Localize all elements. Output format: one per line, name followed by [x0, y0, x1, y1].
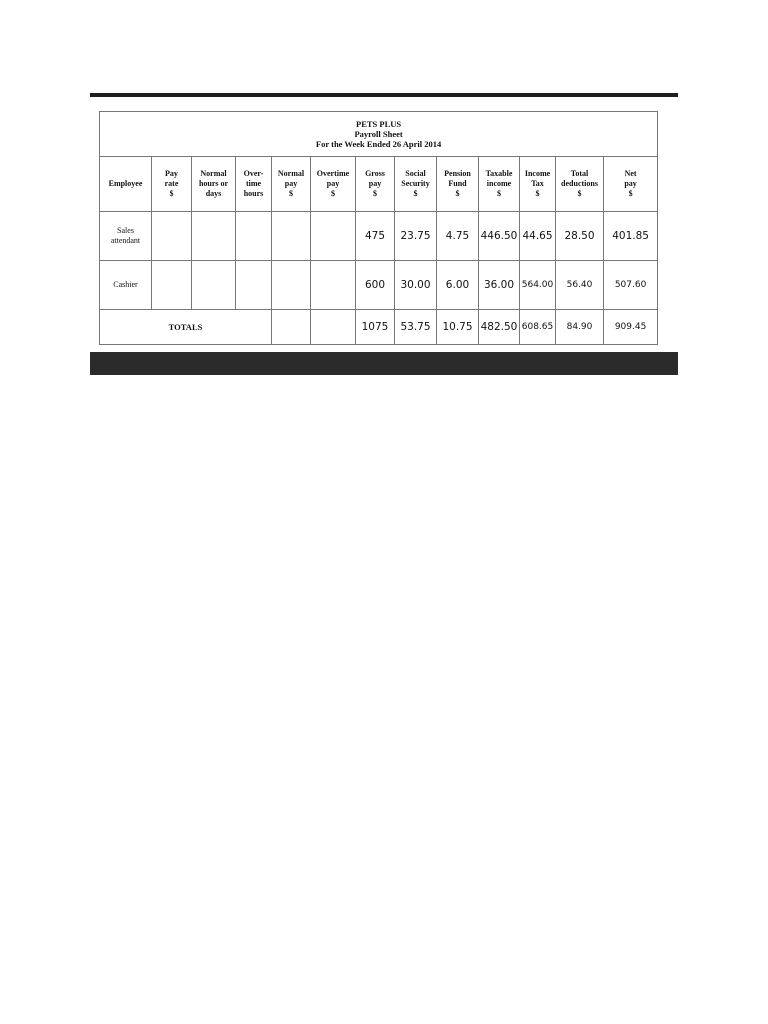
header-overtime-hours: Over- time hours [236, 157, 272, 212]
social-security-cell: 23.75 [395, 212, 437, 261]
header-normal-pay: Normal pay $ [272, 157, 311, 212]
header-net-pay: Net pay $ [604, 157, 658, 212]
income-tax-total: 608.65 [520, 310, 556, 345]
social-security-total: 53.75 [395, 310, 437, 345]
header-social-security: Social Security $ [395, 157, 437, 212]
employee-name: Sales attendant [100, 212, 152, 261]
totals-row [100, 310, 658, 345]
table-row [100, 212, 658, 261]
overtime-pay-cell [311, 212, 356, 261]
pension-fund-total: 10.75 [437, 310, 479, 345]
table-row [100, 261, 658, 310]
income-tax-cell: 44.65 [520, 212, 556, 261]
pay-rate-cell [152, 261, 192, 310]
taxable-income-total: 482.50 [479, 310, 520, 345]
normal-hours-cell [192, 212, 236, 261]
taxable-income-cell: 446.50 [479, 212, 520, 261]
header-employee: Employee [100, 157, 152, 212]
pension-fund-cell: 4.75 [437, 212, 479, 261]
header-pay-rate: Pay rate $ [152, 157, 192, 212]
total-deductions-cell: 28.50 [556, 212, 604, 261]
header-taxable-income: Taxable income $ [479, 157, 520, 212]
income-tax-cell: 564.00 [520, 261, 556, 310]
total-deductions-total: 84.90 [556, 310, 604, 345]
overtime-pay-cell [311, 261, 356, 310]
header-normal-hours: Normal hours or days [192, 157, 236, 212]
employee-name: Cashier [100, 261, 152, 310]
net-pay-cell: 507.60 [604, 261, 658, 310]
sheet-title: Payroll Sheet [354, 129, 403, 139]
net-pay-total: 909.45 [604, 310, 658, 345]
pay-rate-cell [152, 212, 192, 261]
taxable-income-cell: 36.00 [479, 261, 520, 310]
overtime-hours-cell [236, 212, 272, 261]
sheet-title-block [100, 112, 658, 157]
normal-pay-cell [272, 212, 311, 261]
header-row [100, 157, 658, 212]
gross-pay-cell: 475 [356, 212, 395, 261]
totals-label: TOTALS [100, 310, 272, 345]
header-income-tax: Income Tax $ [520, 157, 556, 212]
company-name: PETS PLUS [356, 119, 402, 129]
normal-pay-total-cell [272, 310, 311, 345]
total-deductions-cell: 56.40 [556, 261, 604, 310]
header-overtime-pay: Overtime pay $ [311, 157, 356, 212]
payroll-table [99, 111, 658, 345]
gross-pay-cell: 600 [356, 261, 395, 310]
header-total-deductions: Total deductions $ [556, 157, 604, 212]
header-pension-fund: Pension Fund $ [437, 157, 479, 212]
overtime-pay-total-cell [311, 310, 356, 345]
social-security-cell: 30.00 [395, 261, 437, 310]
document-bottom-bar [90, 352, 678, 375]
header-gross-pay: Gross pay $ [356, 157, 395, 212]
pension-fund-cell: 6.00 [437, 261, 479, 310]
normal-pay-cell [272, 261, 311, 310]
sheet-period: For the Week Ended 26 April 2014 [315, 139, 442, 149]
net-pay-cell: 401.85 [604, 212, 658, 261]
normal-hours-cell [192, 261, 236, 310]
gross-pay-total: 1075 [356, 310, 395, 345]
overtime-hours-cell [236, 261, 272, 310]
